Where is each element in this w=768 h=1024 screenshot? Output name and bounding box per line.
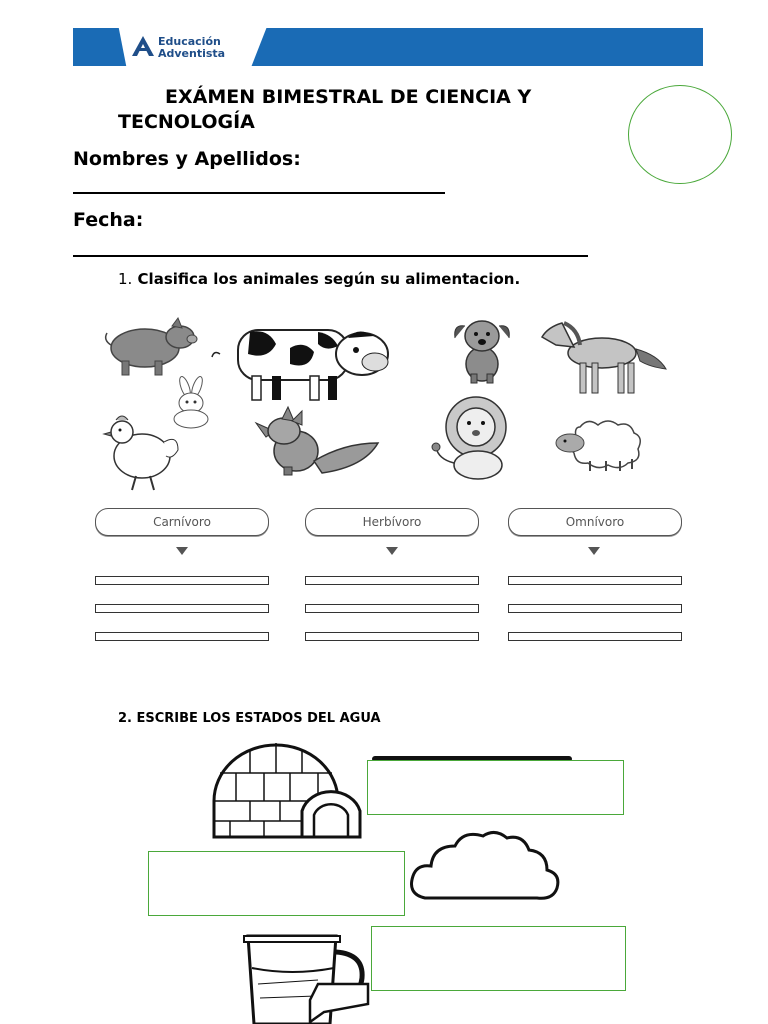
omnivore-answer-1[interactable] <box>508 576 682 585</box>
omnivore-answer-2[interactable] <box>508 604 682 613</box>
answer-box-gas[interactable] <box>148 851 405 916</box>
cloud-icon <box>405 830 573 905</box>
herbivore-answer-1[interactable] <box>305 576 479 585</box>
cow-icon <box>210 318 395 403</box>
carnivore-answer-3[interactable] <box>95 632 269 641</box>
carnivore-answer-2[interactable] <box>95 604 269 613</box>
date-field[interactable] <box>73 255 588 257</box>
category-carnivore: Carnívoro <box>95 508 269 536</box>
herbivore-answer-3[interactable] <box>305 632 479 641</box>
omnivore-arrow-icon <box>588 547 600 555</box>
sheep-icon <box>550 417 655 472</box>
carnivore-arrow-icon <box>176 547 188 555</box>
horse-icon <box>540 315 675 397</box>
herbivore-arrow-icon <box>386 547 398 555</box>
question-2-text: 2. ESCRIBE LOS ESTADOS DEL AGUA <box>118 711 381 726</box>
education-logo-icon <box>132 36 154 56</box>
pig-icon <box>100 315 200 377</box>
herbivore-answer-2[interactable] <box>305 604 479 613</box>
category-herbivore: Herbívoro <box>305 508 479 536</box>
name-label: Nombres y Apellidos: <box>73 148 301 170</box>
date-label: Fecha: <box>73 209 144 231</box>
jug-icon <box>240 928 370 1024</box>
carnivore-answer-1[interactable] <box>95 576 269 585</box>
logo-text-line2: Adventista <box>158 47 226 60</box>
omnivore-answer-3[interactable] <box>508 632 682 641</box>
answer-box-solid[interactable] <box>367 760 624 815</box>
name-field[interactable] <box>73 192 445 194</box>
question-1-number: 1. <box>118 270 133 288</box>
hen-icon <box>100 412 182 492</box>
wolf-icon <box>248 405 383 477</box>
answer-box-liquid[interactable] <box>371 926 626 991</box>
logo-text-line1: Educación <box>158 35 221 48</box>
category-omnivore: Omnívoro <box>508 508 682 536</box>
grade-circle <box>628 85 732 184</box>
exam-title-line1: EXÁMEN BIMESTRAL DE CIENCIA Y <box>165 86 532 108</box>
exam-title-line2: TECNOLOGÍA <box>118 111 255 133</box>
question-1-text: Clasifica los animales según su alimentacion. <box>137 270 521 288</box>
lion-icon <box>428 393 523 483</box>
question-1 <box>118 270 520 288</box>
dog-icon <box>445 316 520 384</box>
igloo-icon <box>210 743 365 841</box>
